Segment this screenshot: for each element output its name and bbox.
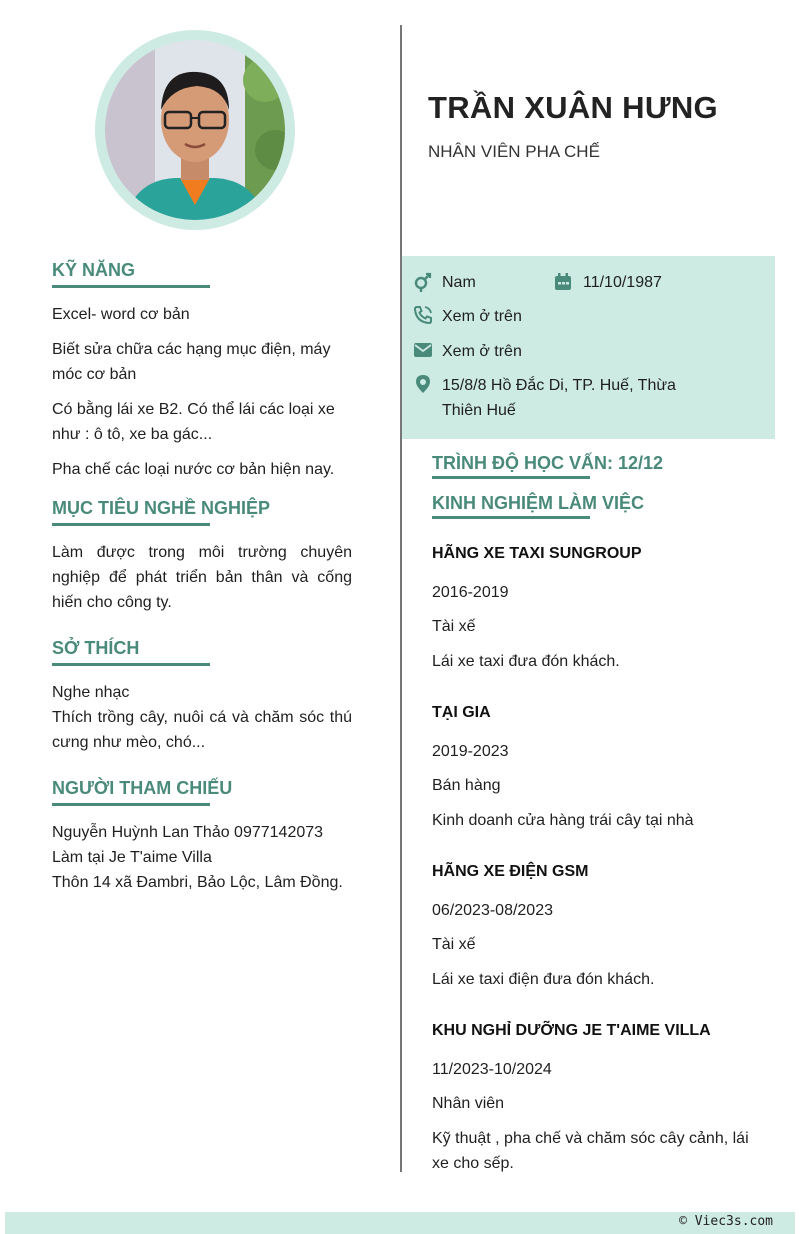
hobby-item: Thích trồng cây, nuôi cá và chăm sóc thú cưng như mèo, chó... bbox=[52, 709, 352, 751]
address-line: Thiên Huế bbox=[442, 402, 516, 419]
job-period: 11/2023-10/2024 bbox=[432, 1061, 552, 1078]
skill-item: Pha chế các loại nước cơ bản hiện nay. bbox=[52, 461, 335, 478]
job-company: KHU NGHỈ DƯỠNG JE T'AIME VILLA bbox=[432, 1022, 711, 1039]
skills-title: KỸ NĂNG bbox=[52, 260, 136, 280]
section-underline bbox=[52, 803, 210, 806]
job-description: Kinh doanh cửa hàng trái cây tại nhà bbox=[432, 812, 694, 829]
job-position: Bán hàng bbox=[432, 777, 501, 794]
email-value: Xem ở trên bbox=[442, 343, 522, 360]
watermark-text: © Viec3s.com bbox=[679, 1214, 773, 1229]
column-divider bbox=[400, 25, 402, 1172]
gender-value: Nam bbox=[442, 274, 476, 291]
job-company: TẠI GIA bbox=[432, 704, 491, 721]
hobbies-text bbox=[52, 680, 352, 755]
reference-line: Nguyễn Huỳnh Lan Thảo 0977142073 bbox=[52, 824, 324, 841]
section-underline bbox=[432, 476, 590, 479]
objective-title: MỤC TIÊU NGHỀ NGHIỆP bbox=[52, 498, 271, 518]
contact-panel bbox=[402, 256, 775, 439]
skill-item: Có bằng lái xe B2. Có thể lái các loại xe như : ô tô, xe ba gác... bbox=[52, 401, 335, 443]
reference-text bbox=[52, 820, 352, 895]
candidate-name: TRẦN XUÂN HƯNG bbox=[428, 90, 718, 125]
skill-item: Biết sửa chữa các hạng mục điện, máy móc cơ bản bbox=[52, 341, 331, 383]
objective-section bbox=[52, 496, 352, 615]
section-underline bbox=[52, 663, 210, 666]
phone-icon bbox=[413, 305, 433, 325]
job-company: HÃNG XE TAXI SUNGROUP bbox=[432, 545, 642, 562]
education-title: TRÌNH ĐỘ HỌC VẤN: 12/12 bbox=[432, 453, 664, 473]
objective-text: Làm được trong môi trường chuyên nghiệp để phát triển bản thân và cống hiến cho công ty. bbox=[52, 544, 352, 611]
job-description: Lái xe taxi đưa đón khách. bbox=[432, 653, 620, 670]
skill-item: Excel- word cơ bản bbox=[52, 306, 190, 323]
job-position: Tài xế bbox=[432, 936, 476, 953]
skills-list bbox=[52, 302, 352, 482]
job-period: 2016-2019 bbox=[432, 584, 509, 601]
avatar bbox=[95, 30, 295, 230]
candidate-role: NHÂN VIÊN PHA CHẾ bbox=[428, 142, 600, 161]
job-position: Nhân viên bbox=[432, 1095, 505, 1112]
footer-bar bbox=[5, 1212, 795, 1234]
experience-title: KINH NGHIỆM LÀM VIỆC bbox=[432, 493, 645, 513]
gender-icon bbox=[413, 272, 433, 292]
job-position: Tài xế bbox=[432, 618, 476, 635]
job-period: 06/2023-08/2023 bbox=[432, 902, 553, 919]
hobbies-section bbox=[52, 636, 352, 755]
reference-title: NGƯỜI THAM CHIẾU bbox=[52, 778, 233, 798]
section-underline bbox=[52, 285, 210, 288]
location-icon bbox=[413, 374, 433, 394]
job-company: HÃNG XE ĐIỆN GSM bbox=[432, 863, 589, 880]
job-period: 2019-2023 bbox=[432, 743, 509, 760]
profile-photo bbox=[105, 40, 285, 220]
address-line: 15/8/8 Hồ Đắc Di, TP. Huế, Thừa bbox=[442, 377, 676, 394]
reference-line: Thôn 14 xã Đambri, Bảo Lộc, Lâm Đồng. bbox=[52, 874, 343, 891]
job-description: Lái xe taxi điện đưa đón khách. bbox=[432, 971, 655, 988]
hobbies-title: SỞ THÍCH bbox=[52, 638, 140, 658]
address-value bbox=[442, 373, 676, 423]
reference-section bbox=[52, 776, 352, 895]
section-underline bbox=[432, 516, 590, 519]
job-description: Kỹ thuật , pha chế và chăm sóc cây cảnh, lái xe cho sếp. bbox=[432, 1130, 749, 1172]
birthdate-value: 11/10/1987 bbox=[583, 274, 662, 291]
hobby-item: Nghe nhạc bbox=[52, 684, 130, 701]
email-icon bbox=[413, 340, 433, 360]
section-underline bbox=[52, 523, 210, 526]
phone-value: Xem ở trên bbox=[442, 308, 522, 325]
calendar-icon bbox=[553, 272, 573, 292]
skills-section bbox=[52, 258, 352, 492]
reference-line: Làm tại Je T'aime Villa bbox=[52, 849, 212, 866]
